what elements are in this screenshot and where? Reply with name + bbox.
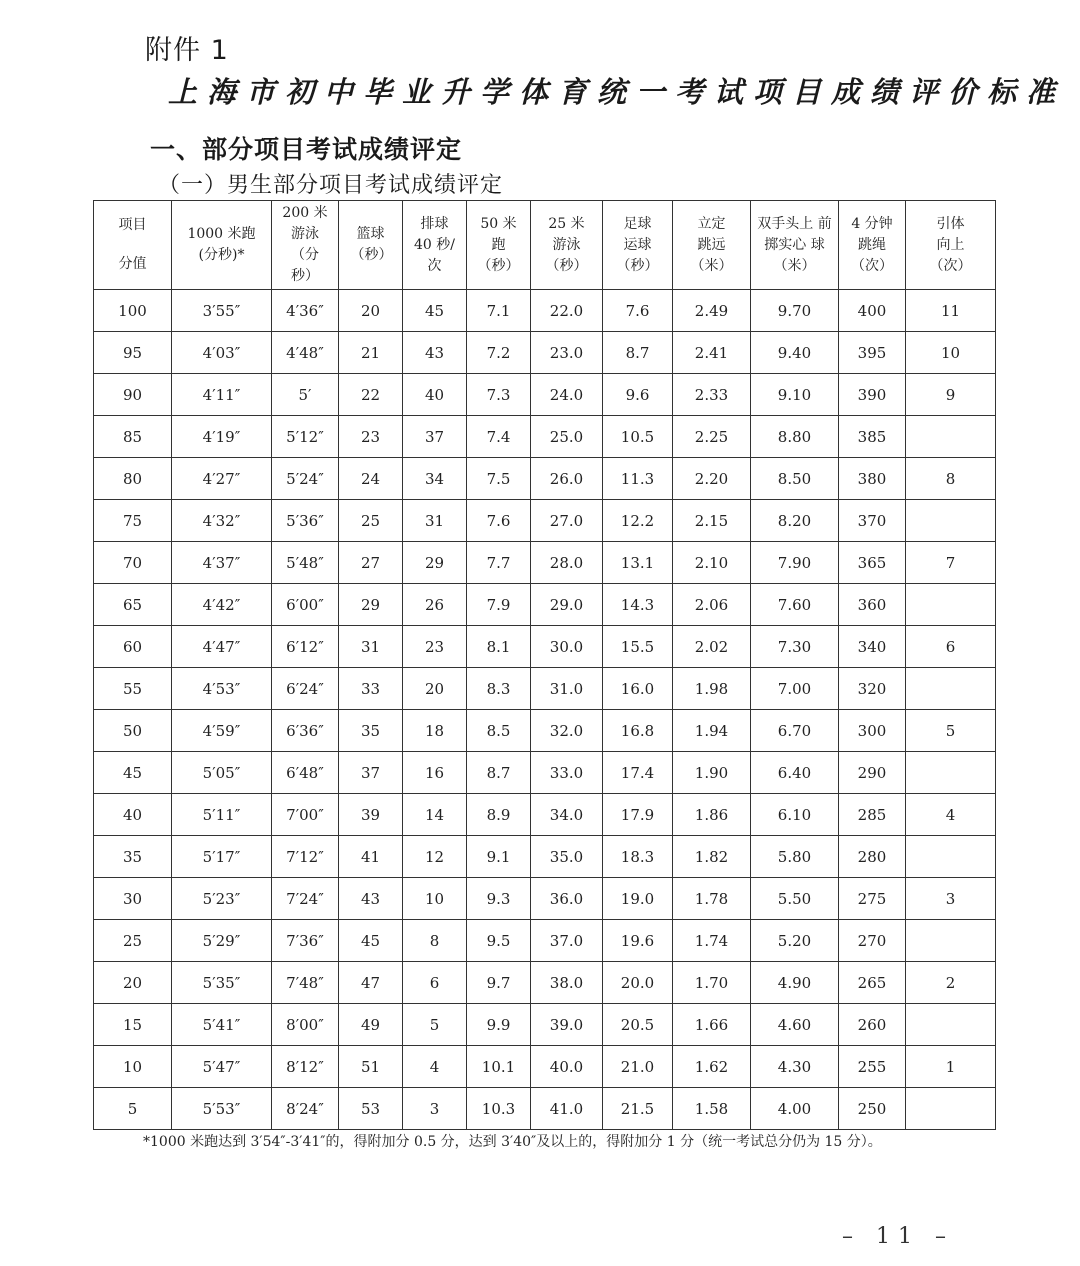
table-cell: 43 — [339, 878, 403, 920]
table-cell: 4′19″ — [172, 416, 272, 458]
table-cell: 7.3 — [467, 374, 531, 416]
table-cell: 7 — [906, 542, 996, 584]
table-cell: 9.5 — [467, 920, 531, 962]
score-cell: 90 — [94, 374, 172, 416]
score-cell: 75 — [94, 500, 172, 542]
table-cell: 4 — [403, 1046, 467, 1088]
table-cell: 7′24″ — [272, 878, 339, 920]
header-item-label: 项目 — [118, 217, 147, 233]
table-cell: 1.74 — [673, 920, 751, 962]
table-cell: 5′12″ — [272, 416, 339, 458]
table-row — [94, 710, 996, 752]
table-cell: 10.5 — [603, 416, 673, 458]
table-cell: 26 — [403, 584, 467, 626]
table-cell — [906, 836, 996, 878]
table-cell: 6.10 — [751, 794, 839, 836]
table-cell: 45 — [339, 920, 403, 962]
table-cell: 21 — [339, 332, 403, 374]
table-cell: 340 — [839, 626, 906, 668]
table-cell: 20.0 — [603, 962, 673, 1004]
table-cell: 260 — [839, 1004, 906, 1046]
score-cell: 45 — [94, 752, 172, 794]
table-cell: 18 — [403, 710, 467, 752]
table-cell: 7.30 — [751, 626, 839, 668]
table-cell — [906, 1004, 996, 1046]
header-soccer-dribble: 足球 运球 （秒） — [603, 201, 673, 290]
table-cell: 5.50 — [751, 878, 839, 920]
table-cell: 25.0 — [531, 416, 603, 458]
table-cell: 2.25 — [673, 416, 751, 458]
table-cell: 390 — [839, 374, 906, 416]
table-cell: 4′53″ — [172, 668, 272, 710]
table-cell — [906, 500, 996, 542]
table-cell: 7.60 — [751, 584, 839, 626]
table-cell: 6.40 — [751, 752, 839, 794]
header-1000m-run: 1000 米跑 (分秒)* — [172, 201, 272, 290]
table-cell: 2.20 — [673, 458, 751, 500]
table-cell: 7.90 — [751, 542, 839, 584]
table-cell: 31.0 — [531, 668, 603, 710]
footnote: *1000 米跑达到 3′54″-3′41″的，得附加分 0.5 分，达到 3′40″及以上的，得附加分 1 分（统一考试总分仍为 15 分）。 — [143, 1134, 882, 1150]
table-cell: 2.41 — [673, 332, 751, 374]
table-cell: 4.30 — [751, 1046, 839, 1088]
table-cell: 24.0 — [531, 374, 603, 416]
table-cell: 23.0 — [531, 332, 603, 374]
table-cell: 5′36″ — [272, 500, 339, 542]
table-cell: 47 — [339, 962, 403, 1004]
table-cell: 7′48″ — [272, 962, 339, 1004]
header-25m-swim: 25 米 游泳 （秒） — [531, 201, 603, 290]
table-cell: 4.90 — [751, 962, 839, 1004]
table-cell: 15.5 — [603, 626, 673, 668]
table-cell: 19.6 — [603, 920, 673, 962]
table-cell: 1.94 — [673, 710, 751, 752]
table-cell — [906, 668, 996, 710]
table-cell: 30.0 — [531, 626, 603, 668]
table-cell: 2.33 — [673, 374, 751, 416]
table-row — [94, 752, 996, 794]
table-cell: 8 — [906, 458, 996, 500]
table-cell: 7′12″ — [272, 836, 339, 878]
table-row — [94, 500, 996, 542]
table-cell: 39.0 — [531, 1004, 603, 1046]
table-cell: 7.2 — [467, 332, 531, 374]
table-cell: 6′12″ — [272, 626, 339, 668]
score-cell: 60 — [94, 626, 172, 668]
table-cell: 7′36″ — [272, 920, 339, 962]
table-cell: 14 — [403, 794, 467, 836]
table-cell: 12 — [403, 836, 467, 878]
attachment-label: 附件 1 — [145, 35, 229, 66]
score-cell: 50 — [94, 710, 172, 752]
table-cell: 5′05″ — [172, 752, 272, 794]
score-standard-table — [93, 200, 996, 1130]
header-rope-skipping: 4 分钟 跳绳 （次） — [839, 201, 906, 290]
table-cell: 16.8 — [603, 710, 673, 752]
table-cell: 6′36″ — [272, 710, 339, 752]
table-cell — [906, 584, 996, 626]
table-cell: 6′24″ — [272, 668, 339, 710]
table-cell: 4′59″ — [172, 710, 272, 752]
table-cell: 18.3 — [603, 836, 673, 878]
score-cell: 30 — [94, 878, 172, 920]
table-cell: 7′00″ — [272, 794, 339, 836]
table-cell: 17.4 — [603, 752, 673, 794]
table-cell: 34 — [403, 458, 467, 500]
table-cell: 3 — [403, 1088, 467, 1130]
table-row — [94, 332, 996, 374]
table-cell: 49 — [339, 1004, 403, 1046]
score-cell: 70 — [94, 542, 172, 584]
table-cell: 8′24″ — [272, 1088, 339, 1130]
table-cell: 20 — [339, 290, 403, 332]
table-cell: 8.50 — [751, 458, 839, 500]
table-cell: 7.00 — [751, 668, 839, 710]
table-row — [94, 1004, 996, 1046]
table-cell: 7.6 — [603, 290, 673, 332]
table-body — [94, 290, 996, 1130]
score-cell: 35 — [94, 836, 172, 878]
table-cell: 9.1 — [467, 836, 531, 878]
table-cell: 37 — [339, 752, 403, 794]
table-row — [94, 920, 996, 962]
table-row — [94, 878, 996, 920]
table-cell: 10 — [403, 878, 467, 920]
table-cell: 25 — [339, 500, 403, 542]
table-row — [94, 458, 996, 500]
table-cell: 6 — [906, 626, 996, 668]
table-cell: 4′36″ — [272, 290, 339, 332]
table-cell: 23 — [403, 626, 467, 668]
table-cell: 7.4 — [467, 416, 531, 458]
table-cell: 38.0 — [531, 962, 603, 1004]
table-cell: 5′29″ — [172, 920, 272, 962]
table-cell: 1.98 — [673, 668, 751, 710]
table-cell: 8.3 — [467, 668, 531, 710]
table-cell: 8.7 — [467, 752, 531, 794]
table-cell: 8.9 — [467, 794, 531, 836]
table-cell: 5′35″ — [172, 962, 272, 1004]
table-cell: 4.60 — [751, 1004, 839, 1046]
table-cell: 6′00″ — [272, 584, 339, 626]
table-cell — [906, 416, 996, 458]
table-cell: 4.00 — [751, 1088, 839, 1130]
table-cell: 5 — [906, 710, 996, 752]
table-cell: 2 — [906, 962, 996, 1004]
table-row — [94, 626, 996, 668]
table-cell: 9.70 — [751, 290, 839, 332]
table-cell: 5.20 — [751, 920, 839, 962]
table-cell: 1.90 — [673, 752, 751, 794]
table-cell: 12.2 — [603, 500, 673, 542]
table-cell: 10.3 — [467, 1088, 531, 1130]
table-cell: 41 — [339, 836, 403, 878]
header-200m-swim: 200 米 游泳 （分 秒） — [272, 201, 339, 290]
header-pull-ups: 引体 向上 （次） — [906, 201, 996, 290]
table-cell: 9 — [906, 374, 996, 416]
table-cell: 250 — [839, 1088, 906, 1130]
score-cell: 5 — [94, 1088, 172, 1130]
table-cell: 32.0 — [531, 710, 603, 752]
table-cell: 22.0 — [531, 290, 603, 332]
table-cell: 270 — [839, 920, 906, 962]
table-cell — [906, 752, 996, 794]
table-cell: 41.0 — [531, 1088, 603, 1130]
table-cell: 35 — [339, 710, 403, 752]
table-row — [94, 290, 996, 332]
table-cell: 380 — [839, 458, 906, 500]
header-standing-long-jump: 立定 跳远 （米） — [673, 201, 751, 290]
table-cell: 275 — [839, 878, 906, 920]
table-cell: 320 — [839, 668, 906, 710]
table-cell: 17.9 — [603, 794, 673, 836]
table-cell: 29.0 — [531, 584, 603, 626]
header-score-label: 分值 — [118, 256, 147, 272]
score-cell: 65 — [94, 584, 172, 626]
table-cell: 6 — [403, 962, 467, 1004]
table-row — [94, 1088, 996, 1130]
table-cell: 22 — [339, 374, 403, 416]
score-cell: 40 — [94, 794, 172, 836]
table-cell: 8.1 — [467, 626, 531, 668]
score-cell: 85 — [94, 416, 172, 458]
table-cell: 1.78 — [673, 878, 751, 920]
table-cell: 13.1 — [603, 542, 673, 584]
table-cell: 37 — [403, 416, 467, 458]
table-cell: 1.66 — [673, 1004, 751, 1046]
table-cell: 31 — [403, 500, 467, 542]
table-cell: 9.6 — [603, 374, 673, 416]
table-cell: 5 — [403, 1004, 467, 1046]
score-cell: 55 — [94, 668, 172, 710]
table-row — [94, 668, 996, 710]
table-cell: 4′27″ — [172, 458, 272, 500]
table-cell: 1 — [906, 1046, 996, 1088]
table-cell: 14.3 — [603, 584, 673, 626]
table-cell: 5′17″ — [172, 836, 272, 878]
table-cell: 8.5 — [467, 710, 531, 752]
table-cell: 11 — [906, 290, 996, 332]
table-cell: 6.70 — [751, 710, 839, 752]
table-cell: 9.9 — [467, 1004, 531, 1046]
table-cell: 28.0 — [531, 542, 603, 584]
score-cell: 20 — [94, 962, 172, 1004]
table-cell: 5′48″ — [272, 542, 339, 584]
table-cell: 2.15 — [673, 500, 751, 542]
table-cell: 8.7 — [603, 332, 673, 374]
table-cell: 45 — [403, 290, 467, 332]
table-cell: 53 — [339, 1088, 403, 1130]
table-cell: 5′11″ — [172, 794, 272, 836]
table-cell: 7.9 — [467, 584, 531, 626]
header-medicine-ball-throw: 双手头上 前掷实心 球（米） — [751, 201, 839, 290]
table-cell: 1.62 — [673, 1046, 751, 1088]
subsection-heading: （一）男生部分项目考试成绩评定 — [158, 173, 504, 198]
table-cell: 24 — [339, 458, 403, 500]
table-cell: 290 — [839, 752, 906, 794]
table-cell: 3 — [906, 878, 996, 920]
table-cell: 20.5 — [603, 1004, 673, 1046]
table-cell: 1.70 — [673, 962, 751, 1004]
table-row — [94, 962, 996, 1004]
table-cell: 33.0 — [531, 752, 603, 794]
table-cell: 5′47″ — [172, 1046, 272, 1088]
table-cell: 365 — [839, 542, 906, 584]
table-cell: 255 — [839, 1046, 906, 1088]
table-cell: 8.20 — [751, 500, 839, 542]
table-cell: 19.0 — [603, 878, 673, 920]
table-cell: 8′00″ — [272, 1004, 339, 1046]
table-cell: 4′48″ — [272, 332, 339, 374]
table-cell: 35.0 — [531, 836, 603, 878]
table-cell: 5′ — [272, 374, 339, 416]
header-volleyball: 排球 40 秒/ 次 — [403, 201, 467, 290]
table-cell: 21.5 — [603, 1088, 673, 1130]
table-cell: 8′12″ — [272, 1046, 339, 1088]
table-cell: 280 — [839, 836, 906, 878]
table-row — [94, 416, 996, 458]
score-cell: 15 — [94, 1004, 172, 1046]
table-cell: 16 — [403, 752, 467, 794]
table-cell: 370 — [839, 500, 906, 542]
table-row — [94, 836, 996, 878]
table-cell: 20 — [403, 668, 467, 710]
table-cell: 39 — [339, 794, 403, 836]
table-cell: 26.0 — [531, 458, 603, 500]
table-cell: 5′41″ — [172, 1004, 272, 1046]
table-cell: 5′23″ — [172, 878, 272, 920]
table-cell: 2.10 — [673, 542, 751, 584]
table-cell: 40 — [403, 374, 467, 416]
section-heading: 一、部分项目考试成绩评定 — [150, 135, 463, 164]
table-cell: 2.02 — [673, 626, 751, 668]
table-cell: 5.80 — [751, 836, 839, 878]
table-row — [94, 374, 996, 416]
table-row — [94, 542, 996, 584]
table-cell: 27 — [339, 542, 403, 584]
header-basketball: 篮球 （秒） — [339, 201, 403, 290]
table-cell: 1.58 — [673, 1088, 751, 1130]
table-cell: 2.06 — [673, 584, 751, 626]
table-cell: 40.0 — [531, 1046, 603, 1088]
table-cell: 5′24″ — [272, 458, 339, 500]
table-cell: 285 — [839, 794, 906, 836]
table-cell: 34.0 — [531, 794, 603, 836]
table-cell: 4′37″ — [172, 542, 272, 584]
table-cell: 43 — [403, 332, 467, 374]
table-cell: 385 — [839, 416, 906, 458]
table-cell: 29 — [403, 542, 467, 584]
table-cell: 27.0 — [531, 500, 603, 542]
table-cell: 3′55″ — [172, 290, 272, 332]
table-cell: 9.7 — [467, 962, 531, 1004]
table-cell — [906, 1088, 996, 1130]
table-cell: 400 — [839, 290, 906, 332]
table-cell: 16.0 — [603, 668, 673, 710]
table-row — [94, 794, 996, 836]
table-cell: 9.40 — [751, 332, 839, 374]
table-cell: 7.1 — [467, 290, 531, 332]
score-cell: 95 — [94, 332, 172, 374]
table-cell: 4′11″ — [172, 374, 272, 416]
table-cell: 9.3 — [467, 878, 531, 920]
table-cell: 21.0 — [603, 1046, 673, 1088]
table-cell: 1.82 — [673, 836, 751, 878]
table-cell: 37.0 — [531, 920, 603, 962]
score-cell: 25 — [94, 920, 172, 962]
score-cell: 100 — [94, 290, 172, 332]
table-cell: 8.80 — [751, 416, 839, 458]
table-cell: 23 — [339, 416, 403, 458]
table-cell: 36.0 — [531, 878, 603, 920]
table-cell: 7.7 — [467, 542, 531, 584]
table-cell: 11.3 — [603, 458, 673, 500]
table-cell: 4′42″ — [172, 584, 272, 626]
table-cell: 29 — [339, 584, 403, 626]
table-cell: 6′48″ — [272, 752, 339, 794]
score-cell: 10 — [94, 1046, 172, 1088]
document-title: 上海市初中毕业升学体育统一考试项目成绩评价标准 — [168, 75, 1066, 109]
table-cell: 4′32″ — [172, 500, 272, 542]
table-cell: 5′53″ — [172, 1088, 272, 1130]
table-header-row — [94, 201, 996, 290]
table-cell: 4′47″ — [172, 626, 272, 668]
header-score — [94, 201, 172, 290]
table-row — [94, 1046, 996, 1088]
score-cell: 80 — [94, 458, 172, 500]
table-cell: 2.49 — [673, 290, 751, 332]
table-cell — [906, 920, 996, 962]
table-cell: 33 — [339, 668, 403, 710]
table-cell: 8 — [403, 920, 467, 962]
header-50m-run: 50 米 跑 （秒） — [467, 201, 531, 290]
table-cell: 7.5 — [467, 458, 531, 500]
page-number: – 11 – — [842, 1224, 954, 1249]
table-row — [94, 584, 996, 626]
table-cell: 10 — [906, 332, 996, 374]
table-cell: 265 — [839, 962, 906, 1004]
table-cell: 395 — [839, 332, 906, 374]
table-cell: 300 — [839, 710, 906, 752]
table-cell: 10.1 — [467, 1046, 531, 1088]
table-cell: 360 — [839, 584, 906, 626]
table-cell: 31 — [339, 626, 403, 668]
table-cell: 7.6 — [467, 500, 531, 542]
table-cell: 51 — [339, 1046, 403, 1088]
table-cell: 1.86 — [673, 794, 751, 836]
table-cell: 9.10 — [751, 374, 839, 416]
table-cell: 4′03″ — [172, 332, 272, 374]
table-cell: 4 — [906, 794, 996, 836]
